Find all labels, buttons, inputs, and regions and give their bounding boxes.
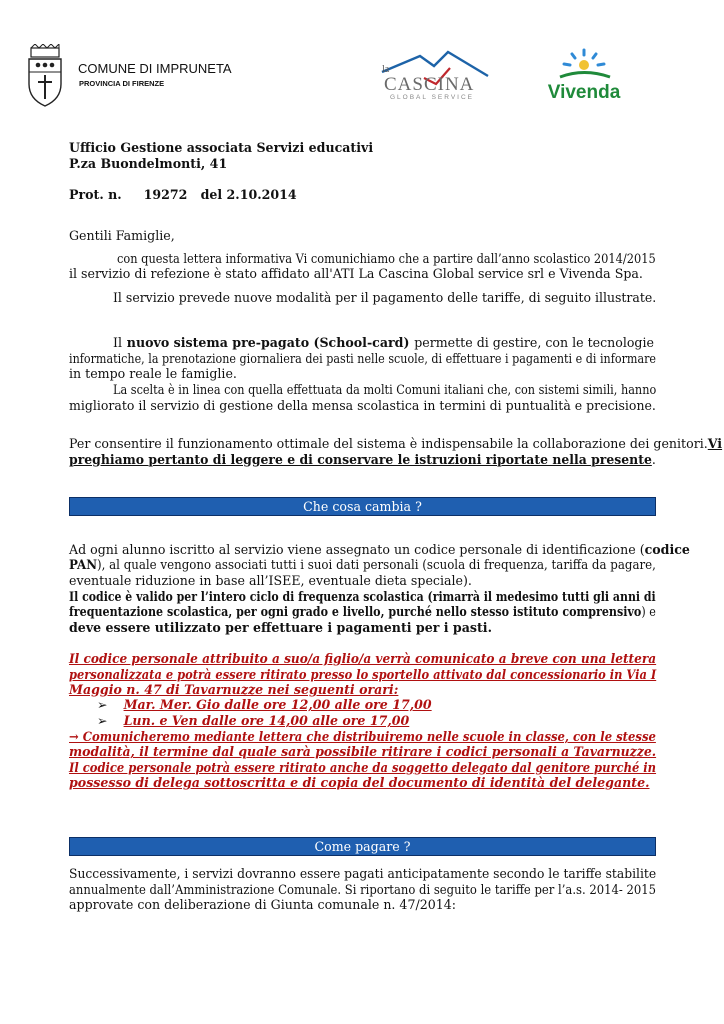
code-2b: ), al quale vengono associati tutti i suoi dati personali (scuola di frequenza, tariffa da pagare,	[96, 557, 656, 572]
pay-line-1: Successivamente, i servizi dovranno essere pagati anticipatamente secondo le tariffe stabilite	[69, 866, 657, 881]
pay-line-2: annualmente dall’Amministrazione Comunale. Si riportano di seguito le tariffe per l’a.s. 2014- 2015	[69, 882, 656, 897]
comune-crest-logo	[26, 44, 64, 108]
red-bullet-2	[97, 713, 409, 729]
cascina-sub: GLOBAL SERVICE	[390, 94, 474, 101]
system-b: permette di gestire, con le tecnologie	[414, 335, 654, 350]
code-line-4: Il codice è valido per l’intero ciclo di frequenza scolastica (rimarrà il medesimo tutti gli anni di	[69, 589, 656, 604]
collab-instructions: preghiamo pertanto di leggere e di conservare le istruzioni riportate nella presente	[69, 452, 652, 467]
system-line-1	[113, 335, 654, 351]
code-line-6: deve essere utilizzato per effettuare i pagamenti per i pasti.	[69, 620, 492, 635]
greeting: Gentili Famiglie,	[69, 228, 175, 243]
section-come-pagare: Come pagare ?	[69, 837, 656, 856]
system-line-3: in tempo reale le famiglie.	[69, 366, 237, 381]
provincia-name: PROVINCIA DI FIRENZE	[79, 79, 165, 88]
red-line-6: Il codice personale potrà essere ritirato anche da soggetto delegato dal genitore purché in	[69, 760, 657, 775]
code-line-1	[69, 542, 690, 558]
section-che-cosa-cambia: Che cosa cambia ?	[69, 497, 656, 516]
red-line-4: → Comunicheremo mediante lettera che distribuiremo nelle scuole in classe, con le stesse	[69, 729, 656, 744]
code-5b: ) e	[641, 604, 656, 619]
code-line-2	[69, 557, 656, 573]
office-name: Ufficio Gestione associata Servizi educativi	[69, 140, 374, 155]
system-bold: nuovo sistema pre-pagato (School-card)	[126, 335, 410, 350]
collab-dot: .	[651, 452, 656, 467]
prot-number: 19272	[143, 187, 188, 202]
code-line-5	[69, 604, 656, 620]
vivenda-name: Vivenda	[547, 82, 621, 103]
red-line-5: modalità, il termine dal quale sarà possibile ritirare i codici personali a Tavarnuzze.	[69, 744, 657, 759]
code-line-3: eventuale riduzione in base all’ISEE, eventuale dieta speciale).	[69, 573, 472, 588]
code-1a: Ad ogni alunno iscritto al servizio viene assegnato un codice personale di identificazione (	[69, 542, 645, 557]
code-5a: frequentazione scolastica, per ogni grado e livello, purché nello stesso istituto comprensivo	[69, 604, 642, 619]
schedule-2: Lun. e Ven dalle ore 14,00 alle ore 17,00	[123, 713, 410, 728]
system-line-2: informatiche, la prenotazione giornaliera dei pasti nelle scuole, di effettuare i pagamenti e di informare	[69, 351, 657, 366]
protocol	[69, 187, 297, 203]
arrow-bullet-icon: ➢	[97, 697, 108, 712]
system-a: Il	[113, 335, 123, 350]
intro-line-1: con questa lettera informativa Vi comunichiamo che a partire dall’anno scolastico 2014/2015	[117, 251, 656, 266]
prot-label: Prot. n.	[69, 187, 122, 202]
cascina-name: CASCINA	[384, 74, 475, 95]
comune-name: COMUNE DI IMPRUNETA	[78, 61, 232, 76]
intro-line-3: Il servizio prevede nuove modalità per il pagamento delle tariffe, di seguito illustrate.	[113, 290, 657, 305]
office-address: P.za Buondelmonti, 41	[69, 156, 228, 171]
collab-line-1	[69, 436, 723, 452]
red-line-7: possesso di delega sottoscritta e di copia del documento di identità del delegante.	[69, 775, 650, 790]
code-pan: PAN	[69, 557, 97, 572]
collab-a: Per consentire il funzionamento ottimale del sistema è indispensabile la collaborazione dei genitori.	[69, 436, 708, 451]
red-line-1: Il codice personale attribuito a suo/a figlio/a verrà comunicato a breve con una lettera	[69, 651, 657, 666]
red-line-2: personalizzata e potrà essere ritirato presso lo sportello attivato dal concessionario in Via I	[69, 667, 657, 682]
red-bullet-1	[97, 697, 432, 713]
collab-line-2	[69, 452, 656, 468]
arrow-bullet-icon: ➢	[97, 713, 108, 728]
system-line-4: La scelta è in linea con quella effettuata da molti Comuni italiani che, con sistemi simili, hanno	[113, 382, 657, 397]
prot-date: del 2.10.2014	[200, 187, 297, 202]
vivenda-logo	[534, 44, 634, 104]
la-cascina-logo	[380, 46, 490, 104]
pay-line-3: approvate con deliberazione di Giunta comunale n. 47/2014:	[69, 897, 456, 912]
code-1b: codice	[644, 542, 690, 557]
intro-line-2: il servizio di refezione è stato affidato all'ATI La Cascina Global service srl e Vivenda Spa.	[69, 266, 643, 281]
cascina-la: la	[382, 64, 390, 75]
schedule-1: Mar. Mer. Gio dalle ore 12,00 alle ore 17,00	[123, 697, 432, 712]
system-line-5: migliorato il servizio di gestione della mensa scolastica in termini di puntualità e precisione.	[69, 398, 656, 413]
collab-vi: Vi	[707, 436, 723, 451]
red-line-3: Maggio n. 47 di Tavarnuzze nei seguenti orari:	[69, 682, 399, 697]
